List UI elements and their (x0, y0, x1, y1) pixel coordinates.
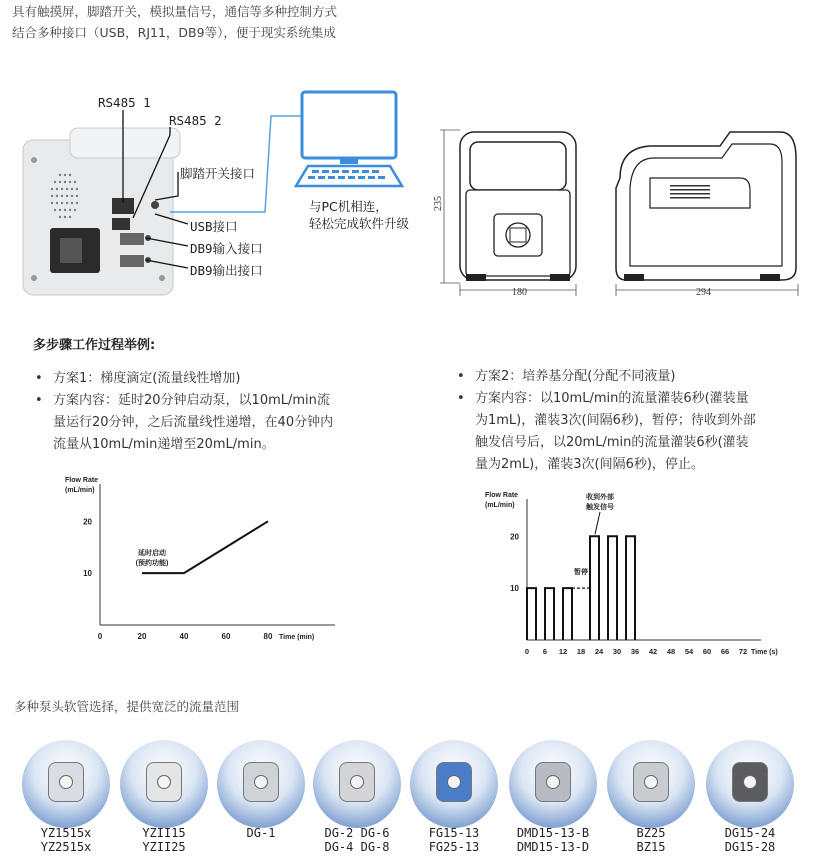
pump-rotor (447, 775, 461, 789)
label-db9-out: DB9输出接口 (190, 263, 263, 278)
pump-model-line-1: YZII15 (142, 826, 186, 840)
trigger-pointer (595, 512, 600, 534)
pump-model-label (211, 826, 311, 840)
plan2-content-line-1: 方案内容：以10mL/min的流量灌装6秒(灌装量 (475, 391, 749, 406)
pump-head-body (339, 762, 375, 802)
x-tick-label: 72 (738, 647, 748, 656)
label-db9-in: DB9输入接口 (190, 241, 263, 256)
pump-head-body (535, 762, 571, 802)
plan1-title: 方案1：梯度滴定(流量线性增加) (53, 371, 241, 386)
y-tick-label: 10 (83, 569, 92, 579)
annotation-delay-sub: (预约功能) (135, 560, 169, 568)
pump-intro: 多种泵头软管选择，提供宽泛的流量范围 (14, 699, 240, 714)
label-rs485-2: RS485 2 (169, 113, 222, 128)
side-view-drawing (610, 128, 810, 303)
label-usb: USB接口 (190, 219, 238, 234)
x-tick-label: 0 (97, 632, 103, 641)
dimension-height: 235 (433, 196, 444, 211)
pump-head-body (48, 762, 84, 802)
computer-icon (290, 90, 410, 195)
pump-head-body (633, 762, 669, 802)
front-view-drawing (430, 128, 605, 303)
pump-model-label (16, 826, 116, 854)
pump-head-image (217, 740, 305, 828)
pump-rotor (644, 775, 658, 789)
pump-rotor (350, 775, 364, 789)
pump-head-body (436, 762, 472, 802)
pump-model-line-2: FG25-13 (428, 840, 480, 854)
pulse-bar (608, 536, 617, 640)
pump-model-line-1: FG15-13 (428, 826, 480, 840)
trigger-label: 收到外部 (586, 494, 614, 501)
intro-line-1: 具有触摸屏，脚踏开关，模拟量信号，通信等多种控制方式 (12, 4, 338, 19)
process-heading: 多步骤工作过程举例: (33, 338, 156, 353)
y-tick-label: 20 (83, 517, 92, 527)
pump-model-label (404, 826, 504, 854)
chart-gradient-titration (55, 470, 345, 650)
x-tick-label: 66 (720, 647, 730, 656)
pump-model-label (700, 826, 800, 854)
pump-model-line-2: DG-4 DG-8 (324, 840, 390, 854)
pc-caption-line-1: 与PC机相连， (309, 199, 388, 214)
y-axis-label: Flow Rate (485, 492, 519, 499)
chart-media-dispensing (475, 485, 778, 660)
plan1-block: • 方案1：梯度滴定(流量线性增加) • 方案内容：延时20分钟启动泵，以10mL/min流 量运行20分钟，之后流量线性递增，在40分钟内 流量从10mL/min递增至20mL/min。 (35, 371, 334, 452)
pump-model-line-2: YZII25 (142, 840, 186, 854)
x-tick-label: 80 (263, 632, 273, 641)
pulse-bar (527, 588, 536, 640)
plan1-content-line-3: 流量从10mL/min递增至20mL/min。 (53, 437, 275, 452)
x-tick-label: 60 (221, 632, 231, 641)
pump-model-label (503, 826, 603, 854)
intro-line-2: 结合多种接口（USB，RJ11，DB9等），便于现实系统集成 (12, 25, 336, 40)
pump-head-image (22, 740, 110, 828)
x-tick-label: 12 (558, 647, 568, 656)
pump-head-body (243, 762, 279, 802)
pump-rotor (157, 775, 171, 789)
x-tick-label: 20 (137, 632, 147, 641)
dimension-width: 180 (512, 287, 527, 298)
pump-head-body (146, 762, 182, 802)
trigger-label-sub: 触发信号 (586, 504, 614, 511)
pump-model-line-2: BZ15 (636, 840, 666, 854)
x-axis-label: Time (min) (279, 634, 315, 641)
pump-rotor (546, 775, 560, 789)
rj11-port (112, 198, 134, 214)
x-tick-label: 6 (542, 647, 548, 656)
pump-model-line-1: DG15-24 (724, 826, 776, 840)
x-tick-label: 36 (630, 647, 640, 656)
pump-head-image (607, 740, 695, 828)
pump-head-image (706, 740, 794, 828)
y-axis-unit: (mL/min) (65, 487, 95, 494)
pump-model-line-2: DMD15-13-D (516, 840, 590, 854)
dimension-depth: 294 (696, 287, 711, 298)
pump-model-line-2: YZ2515x (40, 840, 92, 854)
pump-rotor (254, 775, 268, 789)
pump-rotor (743, 775, 757, 789)
device-back-panel (20, 100, 180, 300)
x-tick-label: 42 (648, 647, 658, 656)
pump-model-line-1: DG-2 DG-6 (324, 826, 390, 840)
plan2-title: 方案2：培养基分配(分配不同液量) (475, 369, 676, 384)
label-rs485-1: RS485 1 (98, 95, 151, 110)
pump-head-image (313, 740, 401, 828)
x-tick-label: 18 (576, 647, 586, 656)
x-tick-label: 30 (612, 647, 622, 656)
plan2-block: • 方案2：培养基分配(分配不同液量) • 方案内容：以10mL/min的流量灌装6秒(灌装量 为1mL)，灌装3次(间隔6秒)，暂停；待收到外部 触发信号后，以20mL/min的流量灌装6秒(灌装 量为2mL)，灌装3次(间隔6秒)，停止。 (457, 369, 756, 472)
plan2-content-line-2: 为1mL)，灌装3次(间隔6秒)，暂停；待收到外部 (475, 413, 756, 428)
pump-model-line-1: YZ1515x (40, 826, 92, 840)
pump-head-image (120, 740, 208, 828)
pump-model-label (114, 826, 214, 854)
pump-head-body (732, 762, 768, 802)
pump-rotor (59, 775, 73, 789)
y-tick-label: 10 (510, 584, 519, 594)
x-tick-label: 40 (179, 632, 189, 641)
pulse-bar (563, 588, 572, 640)
pulse-bar (626, 536, 635, 640)
x-tick-label: 48 (666, 647, 676, 656)
pump-model-label (601, 826, 701, 854)
pump-model-line-1: DMD15-13-B (516, 826, 590, 840)
pulse-bar (545, 588, 554, 640)
x-tick-label: 0 (524, 647, 530, 656)
y-axis-label: Flow Rate (65, 477, 99, 484)
plan2-content-line-4: 量为2mL)，灌装3次(间隔6秒)，停止。 (475, 457, 704, 472)
x-axis-label: Time (s) (751, 649, 778, 656)
pump-model-line-1: DG-1 (246, 826, 276, 840)
x-tick-label: 54 (684, 647, 694, 656)
pc-caption-line-2: 轻松完成软件升级 (309, 216, 410, 231)
pump-model-line-1: BZ25 (636, 826, 666, 840)
x-tick-label: 24 (594, 647, 604, 656)
pump-head-image (410, 740, 498, 828)
annotation-delay: 延时启动 (138, 550, 166, 558)
x-tick-label: 60 (702, 647, 712, 656)
pause-label: 暂停 (574, 569, 588, 577)
y-tick-label: 20 (510, 532, 519, 542)
pump-head-image (509, 740, 597, 828)
plan1-content-line-2: 量运行20分钟，之后流量线性递增，在40分钟内 (53, 415, 334, 430)
pulse-bar (590, 536, 599, 640)
plan1-content-line-1: 方案内容：延时20分钟启动泵，以10mL/min流 (53, 393, 330, 408)
pump-model-label (307, 826, 407, 854)
label-foot-switch: 脚踏开关接口 (180, 166, 256, 181)
plan2-content-line-3: 触发信号后，以20mL/min的流量灌装6秒(灌装 (475, 435, 749, 450)
db9-out-port (120, 255, 144, 267)
db9-in-port (120, 233, 144, 245)
pump-model-line-2: DG15-28 (724, 840, 776, 854)
y-axis-unit: (mL/min) (485, 502, 515, 509)
